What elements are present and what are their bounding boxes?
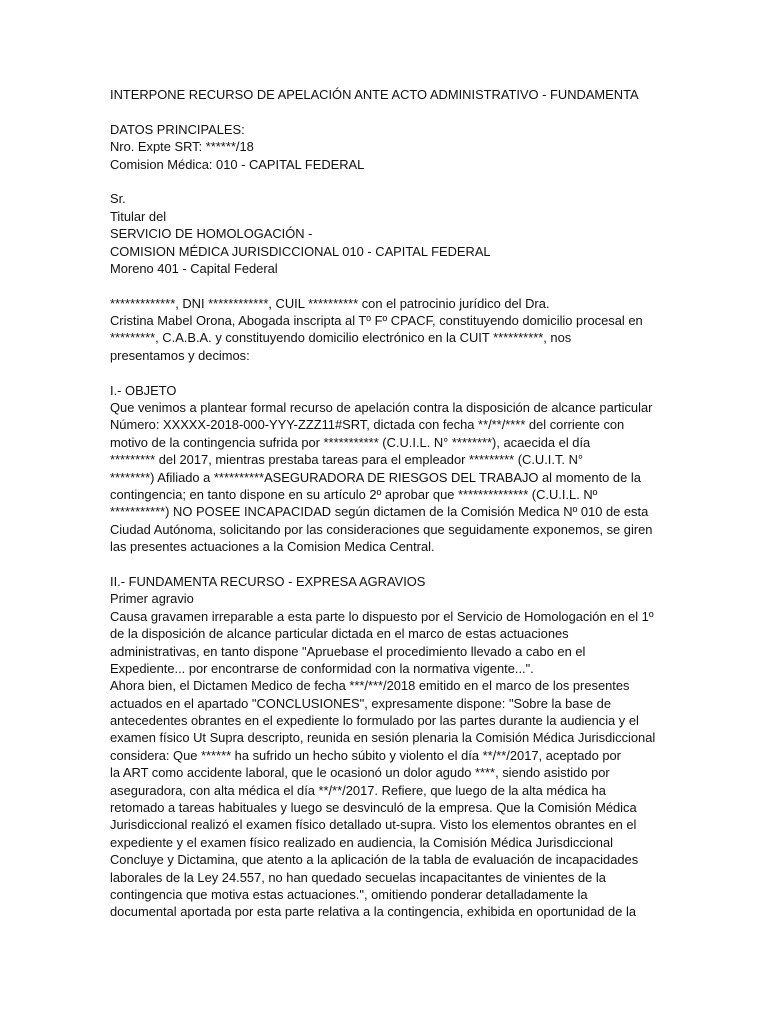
fundamenta-line: expediente y el examen físico realizado en audiencia, la Comisión Médica Jurisdiccional (110, 834, 614, 850)
datos-heading: DATOS PRINCIPALES: (110, 121, 245, 137)
objeto-line: ********) Afiliado a **********ASEGURADORA DE RIESGOS DEL TRABAJO al momento de la (110, 469, 641, 485)
fundamenta-line: administrativas, en tanto dispone "Apruebase el procedimiento llevado a cabo en el (110, 643, 586, 659)
intro-line: *************, DNI ************, CUIL ********** con el patrocinio jurídico del Dra. (110, 295, 550, 311)
fundamenta-line: antecedentes obrantes en el expediente lo formulado por las partes durante la audiencia y el (110, 713, 639, 729)
fundamenta-line: la ART como accidente laboral, que le ocasionó un dolor agudo ****, siendo asistido por (110, 765, 610, 781)
fundamenta-line: de la disposición de alcance particular dictada en el marco de estas actuaciones (110, 626, 569, 642)
fundamenta-section (110, 573, 658, 921)
addressee-line: SERVICIO DE HOMOLOGACIÓN - (110, 226, 313, 242)
fundamenta-line: documental aportada por esta parte relativa a la contingencia, exhibida en oportunidad de la (110, 904, 637, 920)
addressee-line: Moreno 401 - Capital Federal (110, 260, 278, 276)
addressee-line: Titular del (110, 208, 167, 224)
fundamenta-line: Jurisdiccional realizó el examen físico detallado ut-supra. Visto los elementos obrantes en el (110, 817, 637, 833)
intro-line: *********, C.A.B.A. y constituyendo domicilio electrónico en la CUIT **********, nos (110, 330, 572, 346)
objeto-line: Número: XXXXX-2018-000-YYY-ZZZ11#SRT, dictada con fecha **/**/**** del corriente con (110, 417, 625, 433)
fundamenta-line: aseguradora, con alta médica el día **/**/2017. Refiere, que luego de la alta médica ha (110, 782, 606, 798)
fundamenta-line: Ahora bien, el Dictamen Medico de fecha ***/***/2018 emitido en el marco de los presentes (110, 678, 630, 694)
fundamenta-line: considera: Que ****** ha sufrido un hecho súbito y violento el día **/**/2017, aceptado por (110, 747, 621, 763)
fundamenta-heading: II.- FUNDAMENTA RECURSO - EXPRESA AGRAVIOS (110, 573, 426, 589)
fundamenta-line: actuados en el apartado "CONCLUSIONES", expresamente dispone: "Sobre la base de (110, 695, 611, 711)
datos-principales (110, 121, 658, 173)
fundamenta-line: Expediente... por encontrarse de conformidad con la normativa vigente...". (110, 660, 534, 676)
objeto-line: ********* del 2017, mientras prestaba tareas para el empleador ********* (C.U.I.T. N° (110, 452, 584, 468)
intro-line: presentamos y decimos: (110, 347, 250, 363)
objeto-line: motivo de la contingencia sufrida por *********** (C.U.I.L. N° ********), acaecida el día (110, 434, 591, 450)
fundamenta-line: examen físico Ut Supra descripto, reunida en sesión plenaria la Comisión Médica Jurisdiccional (110, 730, 656, 746)
objeto-section (110, 382, 658, 556)
objeto-line: las presentes actuaciones a la Comision Medica Central. (110, 539, 435, 555)
document-title: INTERPONE RECURSO DE APELACIÓN ANTE ACTO ADMINISTRATIVO - FUNDAMENTA (110, 87, 639, 102)
addressee-line: COMISION MÉDICA JURISDICCIONAL 010 - CAPITAL FEDERAL (110, 243, 491, 259)
objeto-line: ***********) NO POSEE INCAPACIDAD según dictamen de la Comisión Medica Nº 010 de esta (110, 504, 649, 520)
fundamenta-line: Concluye y Dictamina, que atento a la aplicación de la tabla de evaluación de incapacidades (110, 852, 639, 868)
expediente-number: Nro. Expte SRT: ******/18 (110, 139, 254, 155)
intro-paragraph (110, 295, 658, 365)
fundamenta-line: retomado a tareas habituales y luego se desvinculó de la empresa. Que la Comisión Médica (110, 800, 637, 816)
objeto-heading: I.- OBJETO (110, 382, 177, 398)
primer-agravio-heading: Primer agravio (110, 591, 194, 607)
fundamenta-line: laborales de la Ley 24.557, no han quedado secuelas incapacitantes de vinientes de la (110, 869, 606, 885)
addressee-block (110, 190, 658, 277)
document-page (110, 86, 658, 921)
fundamenta-line: contingencia que motiva estas actuaciones.", omitiendo ponderar detalladamente la (110, 886, 588, 902)
objeto-line: Ciudad Autónoma, solicitando por las consideraciones que seguidamente exponemos, se giren (110, 521, 653, 537)
intro-line: Cristina Mabel Orona, Abogada inscripta al Tº Fº CPACF, constituyendo domicilio procesal en (110, 313, 643, 329)
objeto-line: Que venimos a plantear formal recurso de apelación contra la disposición de alcance particular (110, 400, 653, 416)
comision-medica: Comision Médica: 010 - CAPITAL FEDERAL (110, 156, 365, 172)
addressee-line: Sr. (110, 191, 126, 207)
objeto-line: contingencia; en tanto dispone en su artículo 2º aprobar que ************** (C.U.I.L. Nº (110, 486, 598, 502)
fundamenta-line: Causa gravamen irreparable a esta parte lo dispuesto por el Servicio de Homologación en el 1º (110, 608, 654, 624)
